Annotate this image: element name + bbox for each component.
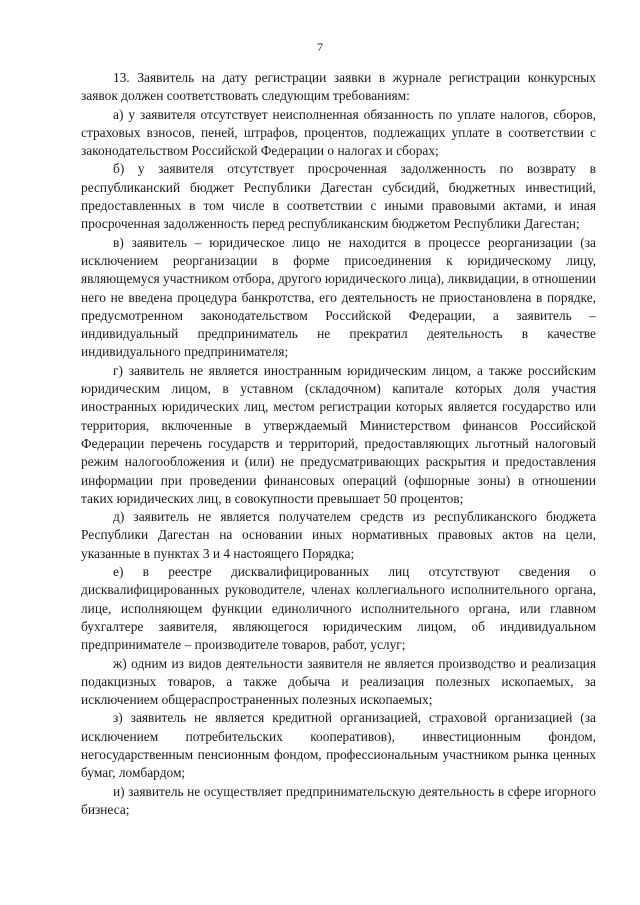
- paragraph-a: а) у заявителя отсутствует неисполненная обязанность по уплате налогов, сборов, страховых взносов, пеней, штрафов, процентов, подлежащих уплате в соответствии с законодательством Российской Федерации о налогах и сборах;: [81, 106, 596, 159]
- paragraph-13-intro: 13. Заявитель на дату регистрации заявки в журнале регистрации конкурсных заявок должен соответствовать следующим требованиям:: [81, 70, 596, 104]
- paragraph-v: в) заявитель – юридическое лицо не находится в процессе реорганизации (за исключением реорганизации в форме присоединения к юридическому лицу, являющемуся участником отбора, другого юридического лица), ликвидации, в отношении него не введена процедура банкротства, его деятельность не приостановлена в порядке, предусмотренном законодательством Российской Федерации, а заявитель – индивидуальный предприниматель не прекратил деятельность в качестве индивидуального предпринимателя;: [81, 234, 596, 360]
- paragraph-d: д) заявитель не является получателем средств из республиканского бюджета Республики Дагестан на основании иных нормативных правовых актов на цели, указанные в пунктах 3 и 4 настоящего Порядка;: [81, 509, 596, 561]
- paragraph-i: и) заявитель не осуществляет предпринимательскую деятельность в сфере игорного бизнеса;: [81, 783, 596, 817]
- paragraph-zh: ж) одним из видов деятельности заявителя не является производство и реализация подакцизных товаров, а также добыча и реализация полезных ископаемых, за исключением общераспространенных полезных ископаемых;: [81, 655, 596, 708]
- paragraph-e: е) в реестре дисквалифицированных лиц отсутствуют сведения о дисквалифицированных руководителе, членах коллегиального исполнительного органа, лице, исполняющем функции единоличного исполнительного органа, или главном бухгалтере заявителя, являющегося юридическим лицом, об индивидуальном предпринимателе – производителе товаров, работ, услуг;: [81, 564, 596, 653]
- paragraph-g: г) заявитель не является иностранным юридическим лицом, а также российским юридическим лицом, в уставном (складочном) капитале которых доля участия иностранных юридических лиц, местом регистрации которых является государство или территория, включенные в утверждаемый Министерством финансов Российской Федерации перечень государств и территорий, предоставляющих льготный налоговый режим налогообложения и (или) не предусматривающих раскрытия и предоставления информации при проведении финансовых операций (офшорные зоны) в отношении таких юридических лиц, в совокупности превышает 50 процентов;: [81, 362, 596, 506]
- paragraph-z: з) заявитель не является кредитной организацией, страховой организацией (за исключением потребительских кооперативов), инвестиционным фондом, негосударственным пенсионным фондом, профессиональным участником рынка ценных бумаг, ломбардом;: [81, 710, 596, 781]
- page-number: 7: [317, 40, 323, 54]
- document-body: [81, 69, 596, 819]
- paragraph-b: б) у заявителя отсутствует просроченная задолженность по возврату в республиканский бюджет Республики Дагестан субсидий, бюджетных инвестиций, предоставленных в том числе в соответствии с иными правовыми актами, и иная просроченная задолженность перед республиканским бюджетом Республики Дагестан;: [81, 161, 596, 232]
